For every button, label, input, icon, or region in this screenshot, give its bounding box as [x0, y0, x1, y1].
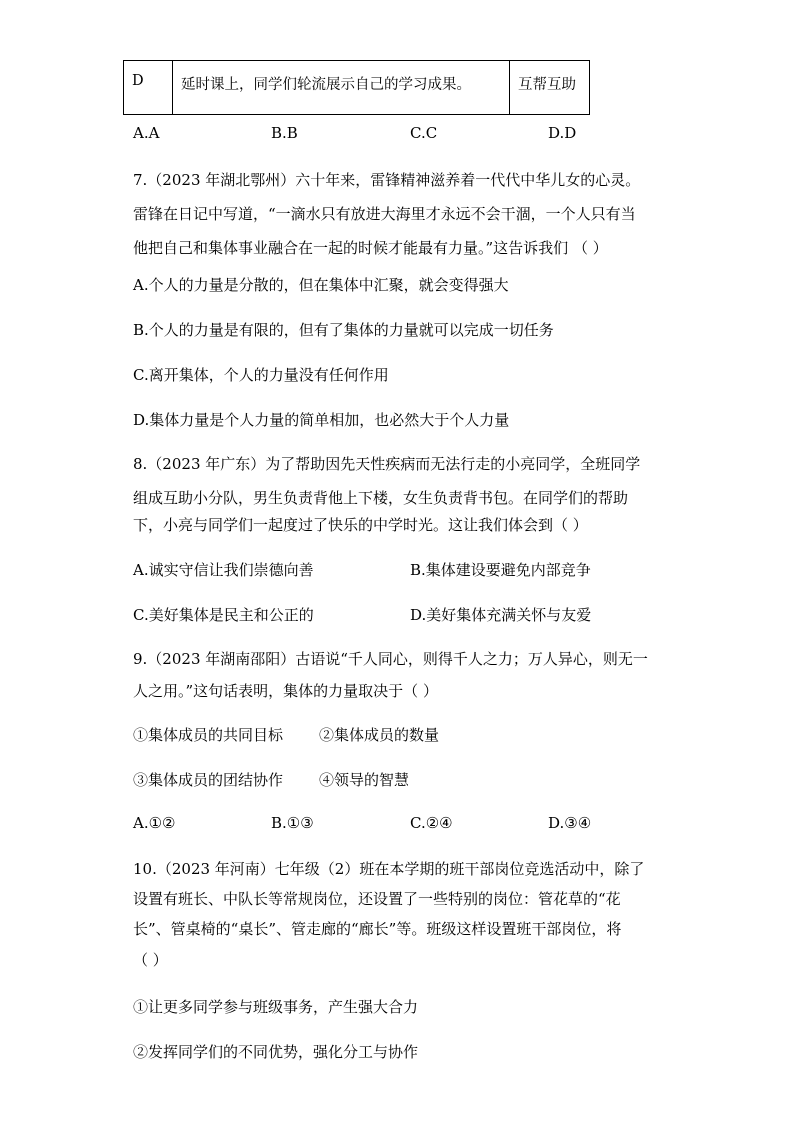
q9-option-d[interactable]: D.③④ [548, 814, 592, 832]
q10-stem-line: 10.（2023 年河南）七年级（2）班在本学期的班干部岗位竞选活动中，除了 [133, 860, 645, 878]
q9-option-a[interactable]: A.①② [133, 814, 176, 832]
q6-option-d[interactable]: D.D [548, 124, 577, 142]
q8-option-a[interactable]: A.诚实守信让我们崇德向善 [133, 561, 314, 579]
answer-option-table [123, 60, 590, 115]
q7-stem-line: 他把自己和集体事业融合在一起的时候才能最有力量。”这告诉我们 （ ） [133, 239, 608, 257]
q7-stem-line: 7.（2023 年湖北鄂州）六十年来，雷锋精神滋养着一代代中华儿女的心灵。 [133, 171, 641, 189]
table-cell-category: 互帮互助 [510, 61, 590, 115]
q9-item-4: ④领导的智慧 [319, 771, 410, 789]
q8-option-d[interactable]: D.美好集体充满关怀与友爱 [410, 606, 592, 624]
q7-option-a[interactable]: A.个人的力量是分散的，但在集体中汇聚，就会变得强大 [133, 276, 509, 294]
q10-stem-line: 长”、管桌椅的“桌长”、管走廊的“廊长”等。班级这样设置班干部岗位，将 [133, 920, 622, 938]
q9-option-c[interactable]: C.②④ [410, 814, 453, 832]
q10-stem-line: （ ） [133, 951, 168, 969]
q8-option-c[interactable]: C.美好集体是民主和公正的 [133, 606, 314, 624]
q8-stem-line: 8.（2023 年广东）为了帮助因先天性疾病而无法行走的小亮同学，全班同学 [133, 455, 641, 473]
q6-option-c[interactable]: C.C [410, 124, 438, 142]
q9-stem-line: 人之用。”这句话表明，集体的力量取决于（ ） [133, 682, 438, 700]
q7-option-b[interactable]: B.个人的力量是有限的，但有了集体的力量就可以完成一切任务 [133, 321, 554, 339]
q7-option-c[interactable]: C.离开集体，个人的力量没有任何作用 [133, 366, 389, 384]
table-row [124, 61, 590, 115]
q9-option-b[interactable]: B.①③ [271, 814, 314, 832]
q8-stem-line: 组成互助小分队，男生负责背他上下楼，女生负责背书包。在同学们的帮助 [133, 489, 629, 507]
q9-item-3: ③集体成员的团结协作 [133, 771, 284, 789]
q10-stem-line: 设置有班长、中队长等常规岗位，还设置了一些特别的岗位：管花草的“花 [133, 890, 621, 908]
table-cell-content: 延时课上，同学们轮流展示自己的学习成果。 [173, 61, 510, 115]
q9-stem-line: 9.（2023 年湖南邵阳）古语说“千人同心，则得千人之力；万人异心，则无一 [133, 650, 648, 668]
table-cell-label: D [124, 61, 173, 115]
q8-option-b[interactable]: B.集体建设要避免内部竞争 [410, 561, 591, 579]
q10-item-1: ①让更多同学参与班级事务，产生强大合力 [133, 998, 419, 1016]
q9-item-1: ①集体成员的共同目标 [133, 726, 284, 744]
q9-item-2: ②集体成员的数量 [319, 726, 440, 744]
q8-stem-line: 下，小亮与同学们一起度过了快乐的中学时光。这让我们体会到（ ） [133, 516, 588, 534]
q7-stem-line: 雷锋在日记中写道，“一滴水只有放进大海里才永远不会干涸，一个人只有当 [133, 205, 636, 223]
q6-option-b[interactable]: B.B [271, 124, 298, 142]
q6-option-a[interactable]: A.A [133, 124, 160, 142]
q10-item-2: ②发挥同学们的不同优势，强化分工与协作 [133, 1043, 419, 1061]
q7-option-d[interactable]: D.集体力量是个人力量的简单相加，也必然大于个人力量 [133, 411, 510, 429]
